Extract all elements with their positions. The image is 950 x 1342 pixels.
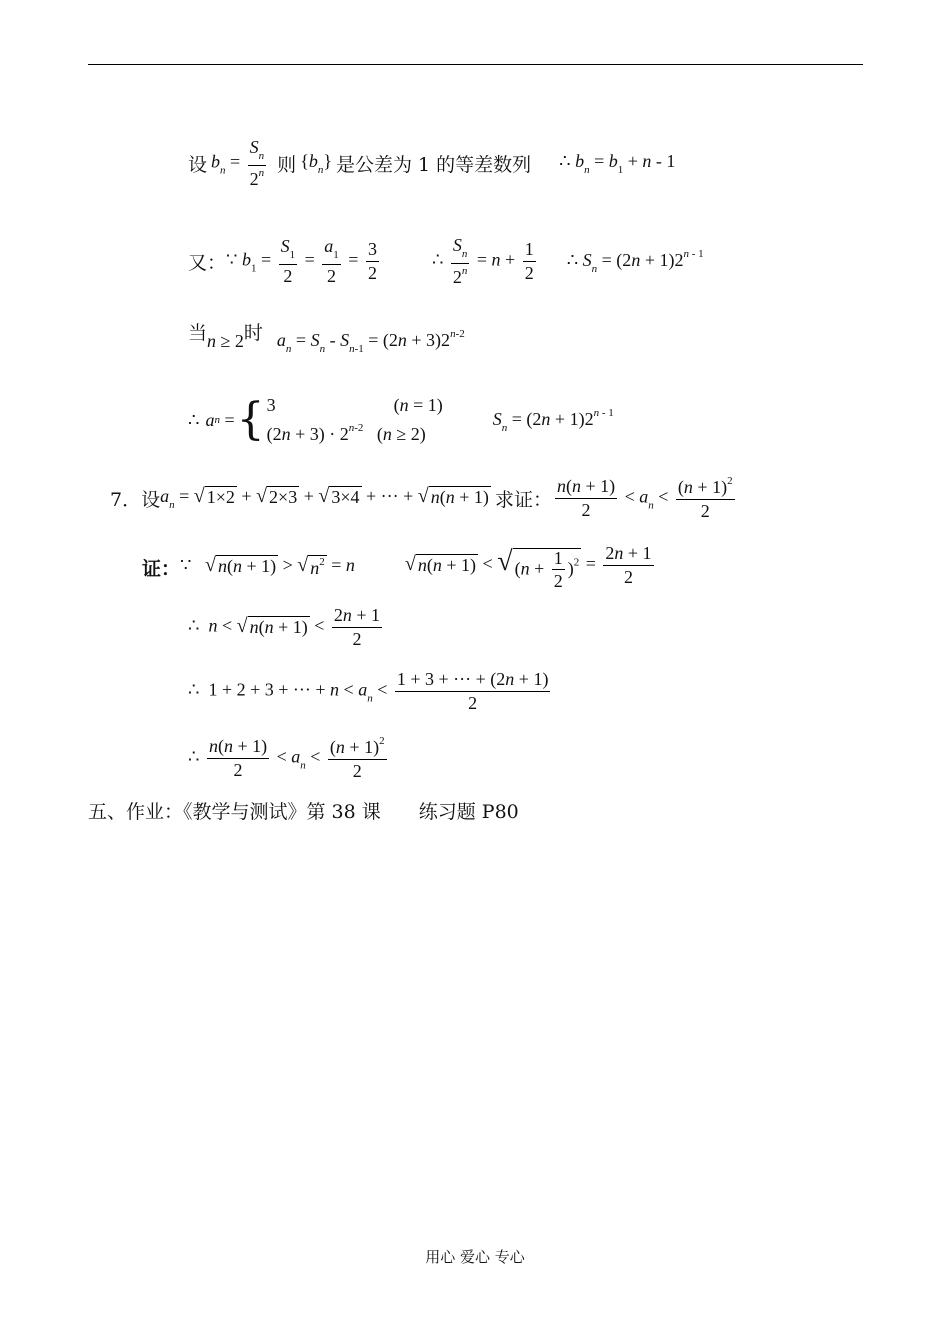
- formula-bn-result: ∴ $b_n = b_1 + n - 1$: [559, 150, 676, 176]
- proof-step-2: [188, 606, 385, 649]
- formula-inequality-goal: $\frac{n(n + 1)}{2}$ < $a_n$ < $\frac{(n + 1)^2}{2}$: [556, 475, 733, 521]
- formula-bn-seq: $\{b_n\}$: [300, 150, 332, 176]
- formula-proof-1b: √ n(n + 1) < √ (n + $\frac{1}{2}$ )$^2$ = $\frac{2n + 1}{2}$: [404, 543, 652, 592]
- homework-text: 五、作业：《教学与测试》第 38 课 练习题 P80: [88, 801, 519, 823]
- formula-an-piecewise: ∴ a n = { 3 (n = 1) $(2n + 3) \cdot 2^{n-2}$ (n ≥ 2): [188, 394, 443, 446]
- homework-line: [88, 797, 519, 824]
- text-she-7: 设: [141, 488, 161, 511]
- line-an-case: [188, 318, 465, 355]
- formula-sn-ratio: ∴ $\frac{S_n}{2^n}$ = n + $\frac{1}{2}$: [431, 235, 534, 287]
- text-dang: 当: [188, 322, 208, 344]
- proof-step-4: [188, 736, 390, 781]
- problem-7: [110, 476, 738, 521]
- formula-bn-def: $b_n$ = $\frac{S_n}{2^n}$: [211, 137, 265, 189]
- formula-an-diff: $a_n = S_n - S_{n-1} = (2n + 3)2^{n-2}$: [276, 328, 465, 355]
- line-b1-value: [188, 236, 704, 286]
- text-shi: 时: [243, 322, 263, 344]
- formula-proof-4: ∴ $\frac{n(n + 1)}{2}$ < $a_n$ < $\frac{(n + 1)^2}{2}$: [188, 735, 385, 781]
- formula-sn-repeat: $S_n = (2n + 1)2^{n - 1}$: [492, 406, 614, 434]
- header-rule: [88, 64, 863, 65]
- problem-number: 7．: [110, 488, 142, 511]
- formula-b1: ∵ $b_1$ = $\frac{S_1}{2}$ = $\frac{a_1}{2}$ = $\frac{3}{2}$: [226, 236, 377, 286]
- text-ze: 则: [277, 153, 297, 176]
- proof-step-3: [188, 670, 553, 713]
- text-arith-seq: 是公差为 1 的等差数列: [335, 153, 532, 176]
- text-zheng: 证：: [142, 558, 181, 581]
- proof-step-1: [142, 544, 657, 591]
- line-bn-definition: [188, 138, 675, 188]
- line-an-piecewise: [188, 392, 614, 449]
- text-you: 又：: [188, 251, 227, 274]
- formula-an-sqrt-sum: $a_n$ = √ 1×2 + √ 2×3 + √ 3×4 + ··· + √ n(n + 1): [160, 484, 489, 511]
- formula-sn: ∴ $S_n = (2n + 1)2^{n - 1}$: [566, 247, 704, 275]
- formula-n-ge-2: n ≥ 2: [207, 331, 244, 351]
- text-qiuzheng: 求证：: [494, 488, 552, 511]
- formula-proof-1a: ∵ √ n(n + 1) > √ $n^2$ = n: [180, 554, 355, 579]
- page-footer: 用心 爱心 专心: [425, 1248, 525, 1266]
- formula-proof-3: ∴ 1 + 2 + 3 + ··· + $n < a_n$ < $\frac{1 + 3 + \cdot\cdot\cdot + (2n + 1)}{2}$: [188, 669, 549, 713]
- text-she: 设: [188, 153, 208, 176]
- formula-proof-2: ∴ n < √ n(n + 1) < $\frac{2n + 1}{2}$: [188, 605, 381, 649]
